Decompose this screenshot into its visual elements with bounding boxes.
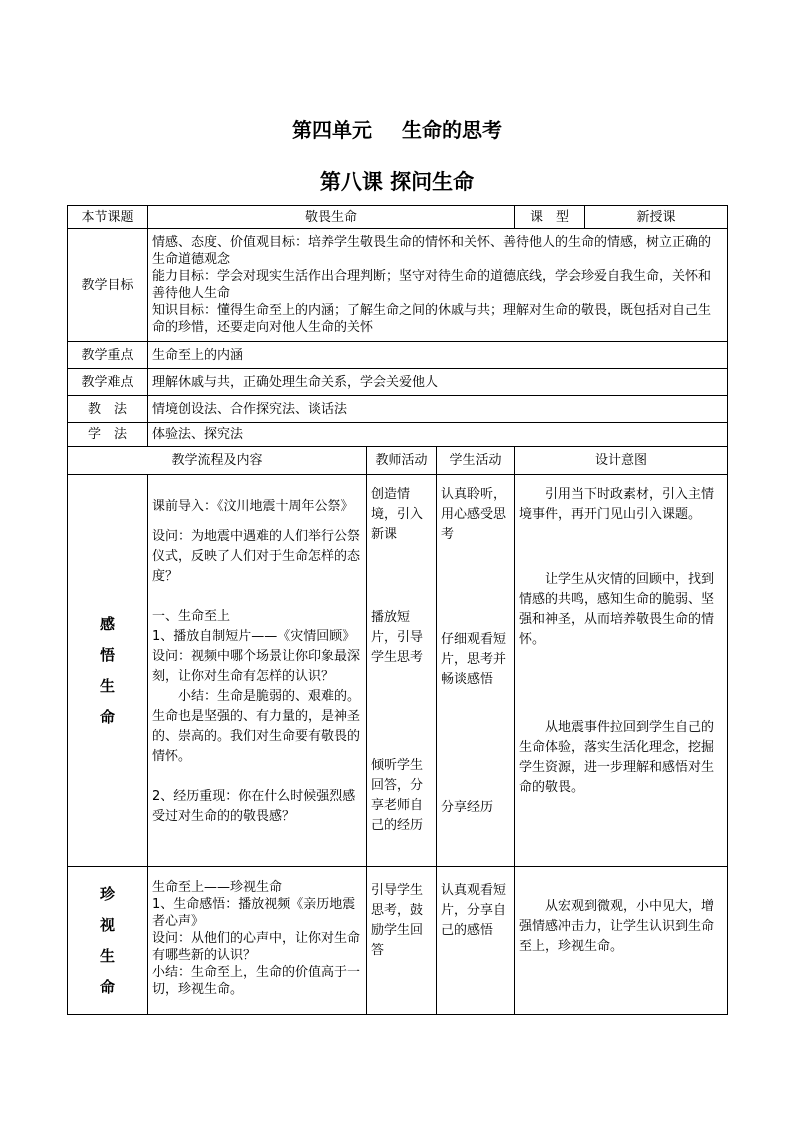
header-design: 设计意图: [515, 447, 728, 475]
student-activity-1: [437, 475, 515, 867]
teacher-activity-1: [367, 475, 437, 867]
step-1-summary: 小结：生命至上，生命的价值高于一切，珍视生命。: [152, 965, 361, 997]
header-flow: 教学流程及内容: [68, 447, 367, 475]
design-intent-2: [515, 867, 728, 1015]
step-1-question: 设问：视频中哪个场景让你印象最深刻，让你对生命有怎样的认识？: [152, 649, 361, 684]
teacher-text: 播放短片，引导学生思考: [371, 610, 424, 665]
design-text: 从宏观到微观，小中见大，增强情感冲击力，让学生认识到生命至上，珍视生命。: [519, 899, 715, 954]
section-feel-life: [68, 475, 728, 867]
student-text: 分享经历: [441, 800, 494, 815]
topic-value: 敬畏生命: [148, 206, 515, 229]
lesson-title: 第八课 探问生命: [319, 170, 475, 194]
design-text: 引用当下时政素材，引入主情境事件，再开门见山引入课题。: [519, 487, 715, 522]
design-text: 让学生从灾情的回顾中，找到情感的共鸣，感知生命的脆弱、坚强和神圣，从而培养敬畏生命的情怀。: [519, 572, 715, 647]
part-title: 一、生命至上: [152, 609, 231, 624]
step-1-summary: 小结：生命是脆弱的、艰难的。: [178, 689, 361, 704]
section-label-feel-life: 感 悟 生 命: [68, 475, 148, 867]
part-title: 生命至上——珍视生命: [152, 880, 283, 895]
step-1-question: 设问：从他们的心声中，让你对生命有哪些新的认识？: [152, 931, 361, 963]
unit-name: 生命的思考: [402, 118, 502, 142]
header-teacher: 教师活动: [367, 447, 437, 475]
goal-emotion: 情感、态度、价值观目标：培养学生敬畏生命的情怀和关怀、善待他人的生命的情感，树立正确的生命道德观念: [152, 235, 712, 267]
teacher-text: 倾听学生回答，分享老师自己的经历: [371, 758, 424, 833]
difficulty-row: [68, 369, 728, 396]
type-value: 新授课: [585, 206, 728, 229]
focus-row: [68, 342, 728, 369]
flow-content-1: [148, 475, 367, 867]
section-label-value-life: 珍 视 生 命: [68, 867, 148, 1015]
goal-ability: 能力目标：学会对现实生活作出合理判断；坚守对待生命的道德底线，学会珍爱自我生命，关怀和善待他人生命: [152, 269, 712, 301]
teacher-text: 引导学生思考，鼓励学生回答: [371, 883, 424, 958]
topic-row: [68, 206, 728, 229]
unit-number: 第四单元: [292, 118, 372, 142]
design-intent-1: [515, 475, 728, 867]
goals-content: [148, 229, 728, 342]
teacher-text: 创造情境，引入新课: [371, 487, 424, 542]
student-text: 认真聆听，用心感受思考: [441, 487, 507, 542]
header-row: [68, 447, 728, 475]
topic-label: 本节课题: [68, 206, 148, 229]
goals-label: 教学目标: [68, 229, 148, 342]
step-1: 1、生命感悟：播放视频《亲历地震者心声》: [152, 897, 356, 929]
lesson-plan-table: [67, 205, 728, 1015]
step-1: 1、播放自制短片——《灾情回顾》: [152, 629, 356, 644]
type-label: 课 型: [515, 206, 585, 229]
difficulty-value: 理解休戚与共，正确处理生命关系，学会关爱他人: [148, 369, 728, 396]
header-student: 学生活动: [437, 447, 515, 475]
difficulty-label: 教学难点: [68, 369, 148, 396]
goals-row: [68, 229, 728, 342]
step-2: 2、经历重现：你在什么时候强烈感受过对生命的的敬畏感？: [152, 789, 356, 824]
learn-method-row: [68, 423, 728, 447]
goal-knowledge: 知识目标：懂得生命至上的内涵；了解生命之间的休戚与共；理解对生命的敬畏，既包括对自己生命的珍惜，还要走向对他人生命的关怀: [152, 303, 712, 335]
focus-value: 生命至上的内涵: [148, 342, 728, 369]
step-1-summary-cont: 生命也是坚强的、有力量的，是神圣的、崇高的。我们对生命要有敬畏的情怀。: [152, 709, 361, 764]
unit-title: [0, 114, 794, 143]
learn-method-value: 体验法、探究法: [148, 423, 728, 447]
student-activity-2: [437, 867, 515, 1015]
intro-text: 课前导入：《汶川地震十周年公祭》: [152, 499, 354, 514]
teach-method-row: [68, 396, 728, 423]
learn-method-label: 学 法: [68, 423, 148, 447]
teacher-activity-2: [367, 867, 437, 1015]
flow-content-2: [148, 867, 367, 1015]
teach-method-value: 情境创设法、合作探究法、谈话法: [148, 396, 728, 423]
focus-label: 教学重点: [68, 342, 148, 369]
student-text: 认真观看短片，分享自己的感悟: [441, 883, 507, 938]
teach-method-label: 教 法: [68, 396, 148, 423]
section-value-life: [68, 867, 728, 1015]
student-text: 仔细观看短片，思考并畅谈感悟: [441, 632, 507, 687]
design-text: 从地震事件拉回到学生自己的生命体验，落实生活化理念，挖掘学生资源，进一步理解和感悟对生命的敬畏。: [519, 720, 715, 795]
intro-question: 设问：为地震中遇难的人们举行公祭仪式，反映了人们对于生命怎样的态度？: [152, 529, 361, 584]
